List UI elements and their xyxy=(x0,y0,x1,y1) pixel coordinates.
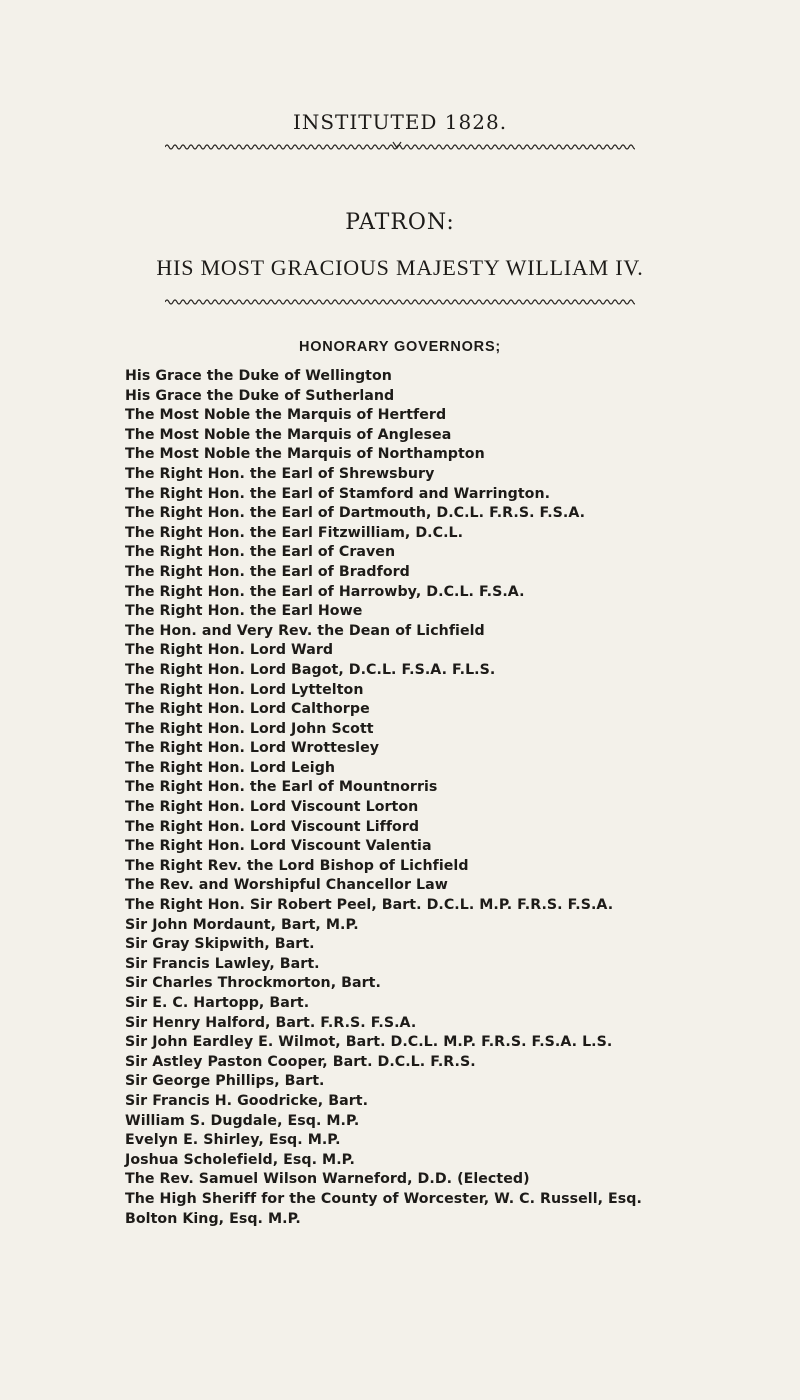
governor-entry: The Right Hon. Lord Wrottesley xyxy=(125,740,380,757)
governor-entry: Sir John Mordaunt, Bart, M.P. xyxy=(125,916,359,933)
patron-name: HIS MOST GRACIOUS MAJESTY WILLIAM IV. xyxy=(156,255,644,280)
governor-entry: The Right Hon. the Earl of Bradford xyxy=(125,563,410,580)
governor-entry: Evelyn E. Shirley, Esq. M.P. xyxy=(125,1132,341,1149)
governor-entry: The Rev. Samuel Wilson Warneford, D.D. (Elected) xyxy=(125,1171,530,1188)
governor-entry: The Right Hon. Lord Calthorpe xyxy=(125,701,370,718)
instituted-line: INSTITUTED 1828. xyxy=(292,110,508,134)
governor-entry: The High Sheriff for the County of Worcester, W. C. Russell, Esq. xyxy=(125,1190,642,1207)
governor-entry: The Most Noble the Marquis of Anglesea xyxy=(125,426,452,443)
governor-entry: Sir John Eardley E. Wilmot, Bart. D.C.L. M.P. F.R.S. F.S.A. L.S. xyxy=(125,1034,613,1051)
governor-entry: The Right Hon. the Earl of Harrowby, D.C.L. F.S.A. xyxy=(125,583,525,600)
governor-entry: The Right Hon. the Earl of Shrewsbury xyxy=(125,465,435,482)
governor-entry: The Right Hon. Sir Robert Peel, Bart. D.C.L. M.P. F.R.S. F.S.A. xyxy=(125,897,614,914)
governor-entry: The Right Hon. the Earl Fitzwilliam, D.C.L. xyxy=(125,524,464,541)
governor-entry: His Grace the Duke of Sutherland xyxy=(125,387,395,404)
governor-entry: The Hon. and Very Rev. the Dean of Lichfield xyxy=(125,622,485,639)
honorary-governors-heading: HONORARY GOVERNORS; xyxy=(298,339,502,355)
governor-entry: William S. Dugdale, Esq. M.P. xyxy=(125,1112,360,1129)
governor-entry: Sir Henry Halford, Bart. F.R.S. F.S.A. xyxy=(125,1014,417,1031)
governor-entry: Bolton King, Esq. M.P. xyxy=(125,1210,301,1227)
governor-entry: The Most Noble the Marquis of Hertferd xyxy=(125,407,447,424)
governor-entry: Sir E. C. Hartopp, Bart. xyxy=(125,995,310,1011)
wavy-rule-top xyxy=(0,140,800,154)
governor-entry: The Rev. and Worshipful Chancellor Law xyxy=(125,877,448,894)
governor-entry: The Right Hon. the Earl of Stamford and Warrington. xyxy=(125,485,551,502)
governor-entry: The Right Hon. Lord Viscount Valentia xyxy=(125,838,432,855)
patron-label: PATRON: xyxy=(345,210,455,235)
governor-entry: The Right Hon. the Earl Howe xyxy=(125,603,363,620)
governor-entry: The Right Rev. the Lord Bishop of Lichfield xyxy=(125,857,469,874)
governor-entry: The Right Hon. Lord Viscount Lorton xyxy=(125,799,419,816)
governor-entry: The Right Hon. the Earl of Craven xyxy=(125,544,396,561)
governor-entry: The Right Hon. Lord Ward xyxy=(125,642,334,659)
governor-entry: The Right Hon. Lord Bagot, D.C.L. F.S.A. F.L.S. xyxy=(125,661,496,678)
governor-entry: The Right Hon. Lord Leigh xyxy=(125,759,336,776)
governor-entry: The Right Hon. the Earl of Mountnorris xyxy=(125,779,438,796)
governor-entry: Sir Astley Paston Cooper, Bart. D.C.L. F.R.S. xyxy=(125,1053,476,1070)
governors-list xyxy=(125,367,795,1229)
governor-entry: Joshua Scholefield, Esq. M.P. xyxy=(125,1151,355,1168)
governor-entry: Sir Francis Lawley, Bart. xyxy=(125,955,320,972)
governor-entry: The Most Noble the Marquis of Northampton xyxy=(125,446,485,463)
governor-entry: Sir Gray Skipwith, Bart. xyxy=(125,936,315,953)
governor-entry: His Grace the Duke of Wellington xyxy=(125,368,392,384)
governor-entry: The Right Hon. Lord John Scott xyxy=(125,720,374,737)
governor-entry: Sir Francis H. Goodricke, Bart. xyxy=(125,1092,369,1109)
governor-entry: The Right Hon. the Earl of Dartmouth, D.C.L. F.R.S. F.S.A. xyxy=(125,505,586,522)
wavy-rule-middle xyxy=(0,295,800,309)
governor-entry: The Right Hon. Lord Viscount Lifford xyxy=(125,818,420,835)
governor-entry: Sir George Phillips, Bart. xyxy=(125,1073,325,1090)
governor-entry: Sir Charles Throckmorton, Bart. xyxy=(125,975,381,992)
governor-entry: The Right Hon. Lord Lyttelton xyxy=(125,681,364,698)
